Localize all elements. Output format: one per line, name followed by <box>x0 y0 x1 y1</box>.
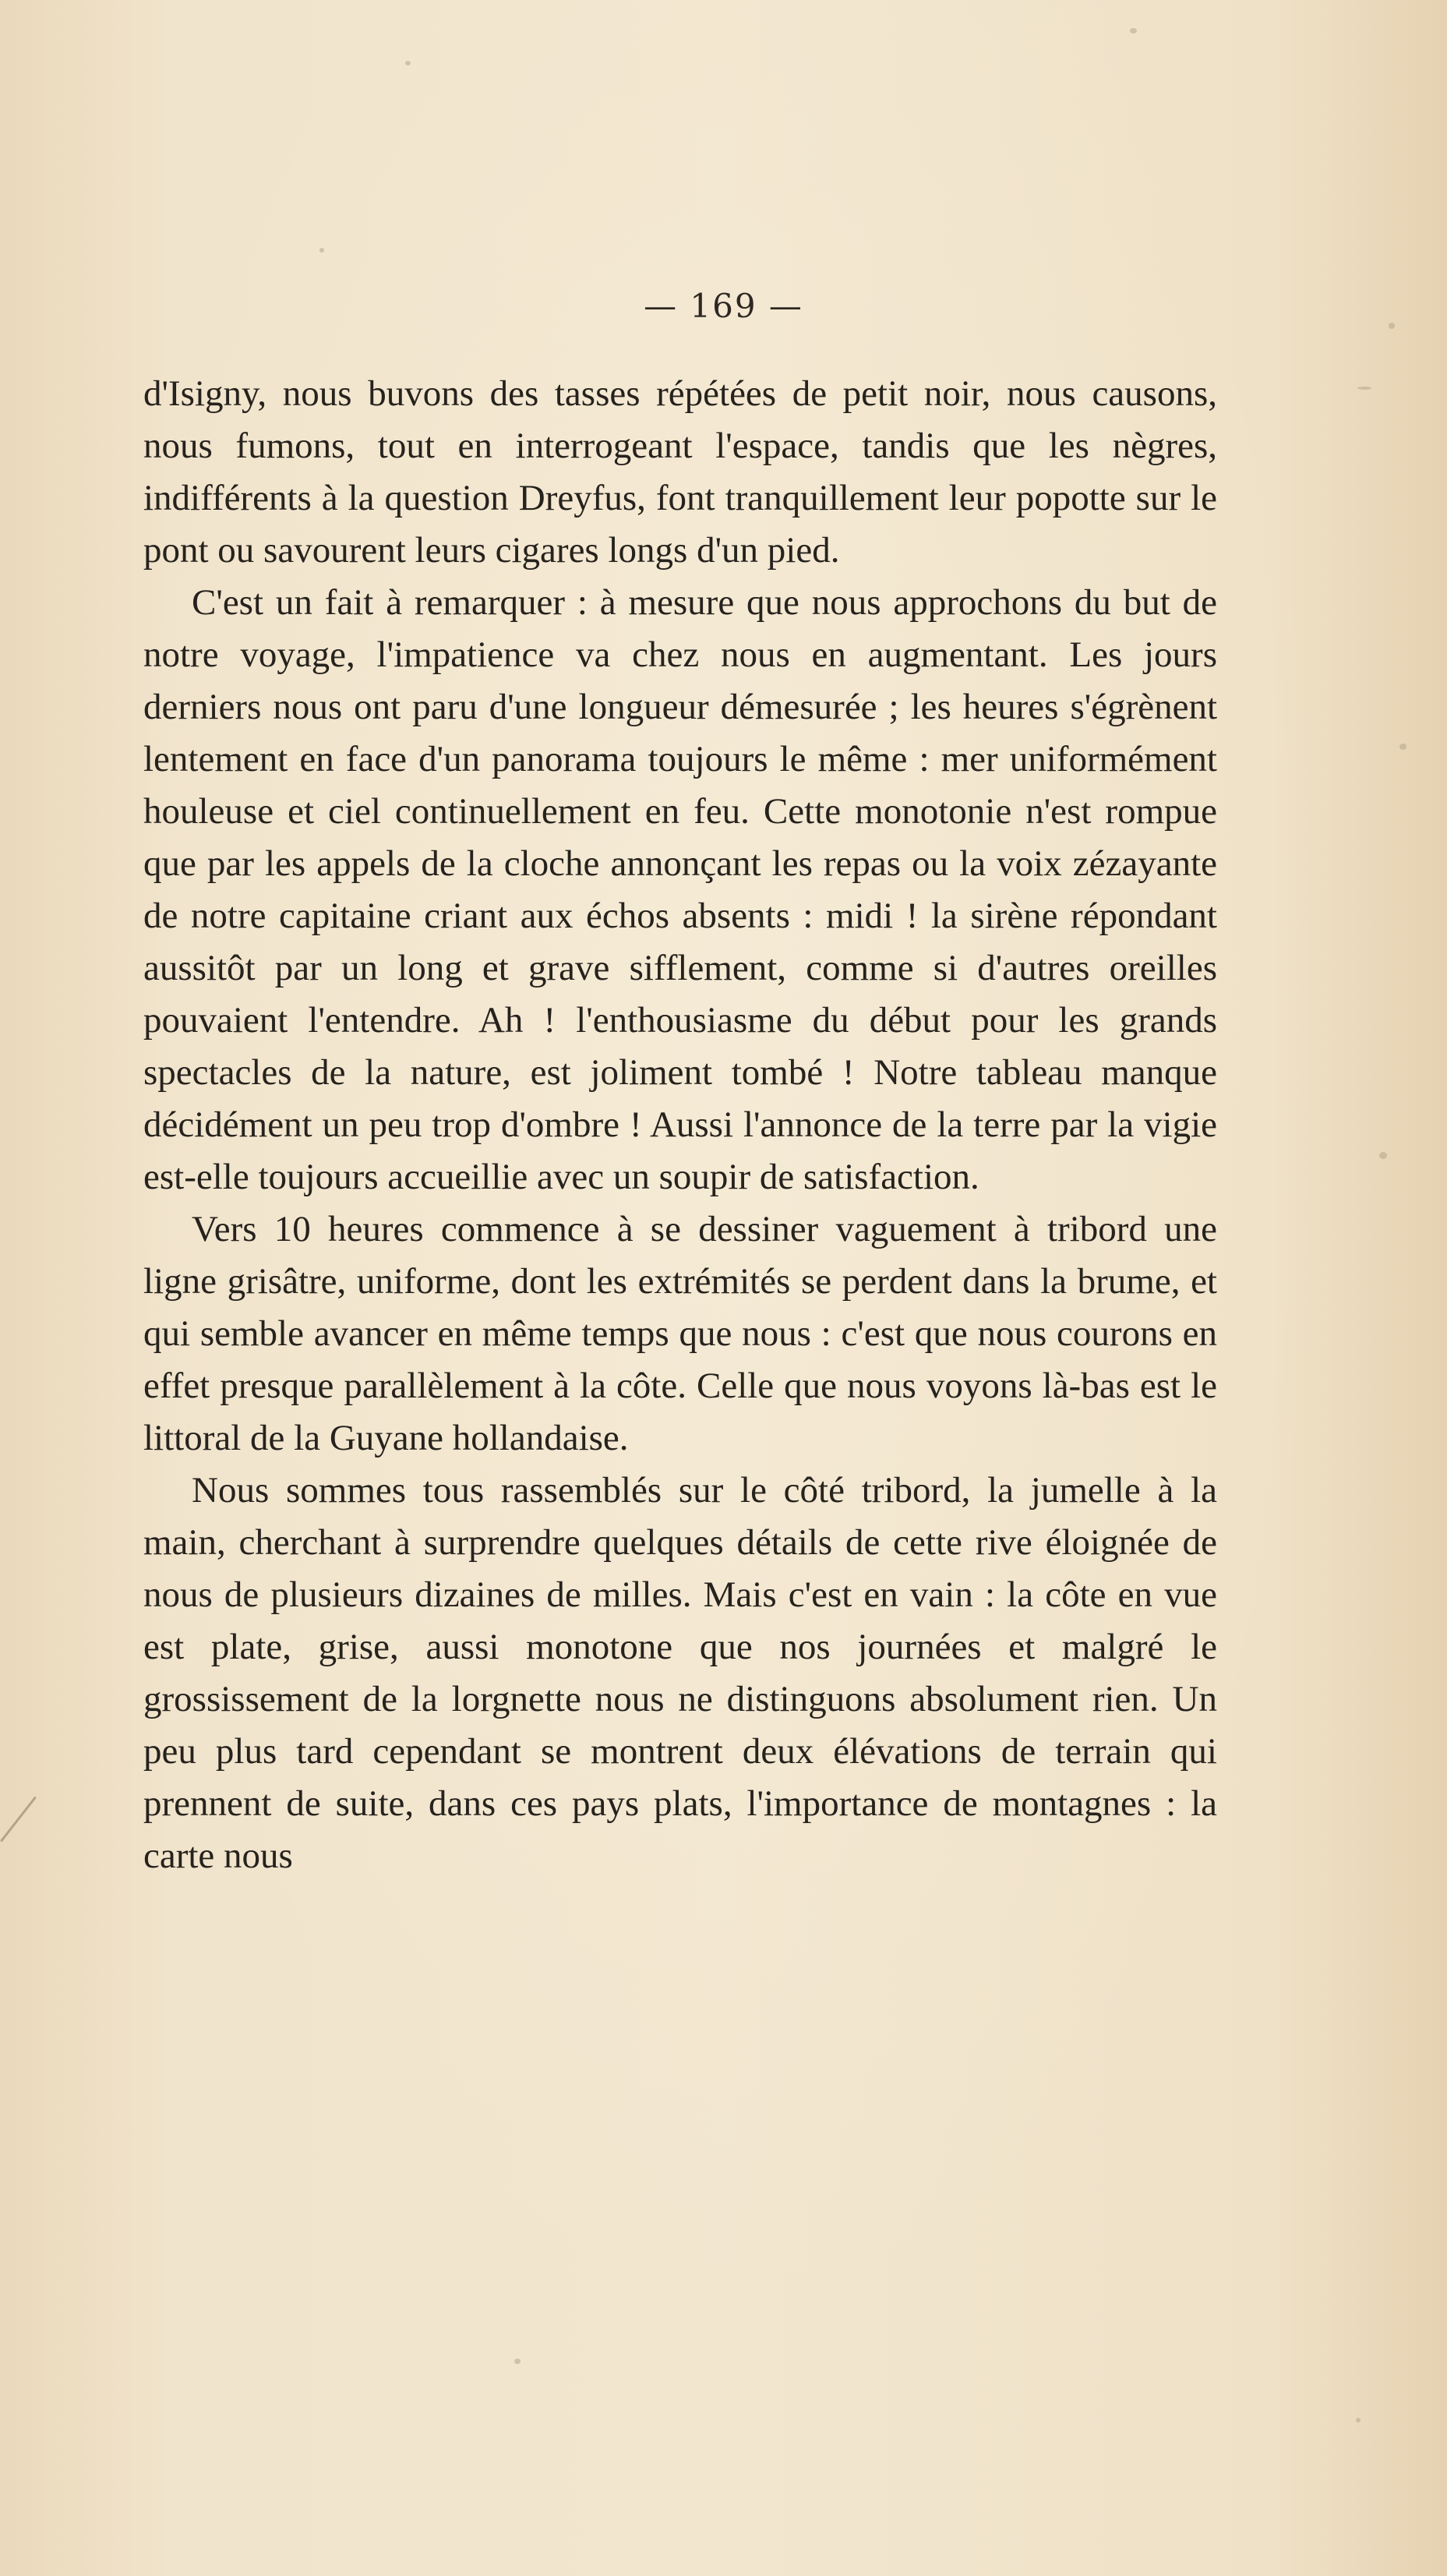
paragraph-3: Vers 10 heures commence à se dessiner vaguement à tribord une ligne grisâtre, uniforme, dont les extrémités se perdent dans la brume, et qui semble avancer en même temps que nous : c'est que nous courons en effet presque parallèlement à la côte. Celle que nous voyons là-bas est le littoral de la Guyane hollandaise. <box>143 1209 1217 1458</box>
paper-spot <box>1130 28 1137 34</box>
paper-spot <box>514 2359 521 2364</box>
paper-spot <box>319 248 324 253</box>
paragraph-1: d'Isigny, nous buvons des tasses répétées de petit noir, nous causons, nous fumons, tout en interrogeant l'espace, tandis que les nègres, indifférents à la question Dreyfus, font tranquillement leur popotte sur le pont ou savourent leurs cigares longs d'un pied. <box>143 373 1217 571</box>
paragraph-4: Nous sommes tous rassemblés sur le côté tribord, la jumelle à la main, cherchant à surprendre quelques détails de cette rive éloignée de nous de plusieurs dizaines de milles. Mais c'est en vain : la côte en vue est plate, grise, aussi monotone que nos journées et malgré le grossissement de la lorgnette nous ne distinguons absolument rien. Un peu plus tard cependant se montrent deux élévations de terrain qui prennent de suite, dans ces pays plats, l'importance de montagnes : la carte nous <box>143 1470 1217 1876</box>
paper-spot <box>1379 1152 1387 1159</box>
paragraph-2: C'est un fait à remarquer : à mesure que nous approchons du but de notre voyage, l'impatience va chez nous en augmentant. Les jours derniers nous ont paru d'une longueur démesurée ; les heures s'égrènent lentement en face d'un panorama toujours le même : mer uniformément houleuse et ciel continuellement en feu. Cette monotonie n'est rompue que par les appels de la cloche annonçant les repas ou la voix zézayante de notre capitaine criant aux échos absents : midi ! la sirène répondant aussitôt par un long et grave sifflement, comme si d'autres oreilles pouvaient l'entendre. Ah ! l'enthousiasme du début pour les grands spectacles de la nature, est joliment tombé ! Notre tableau manque décidément un peu trop d'ombre ! Aussi l'annonce de la terre par la vigie est-elle toujours accueillie avec un soupir de satisfaction. <box>143 582 1217 1197</box>
paper-spot <box>1356 2418 1361 2422</box>
margin-mark <box>0 1797 37 1843</box>
body-text <box>143 368 1217 1882</box>
paper-spot <box>405 61 411 65</box>
page-number: — 169 — <box>644 287 803 325</box>
paper-spot <box>1357 387 1371 390</box>
paper-spot <box>1399 744 1406 750</box>
